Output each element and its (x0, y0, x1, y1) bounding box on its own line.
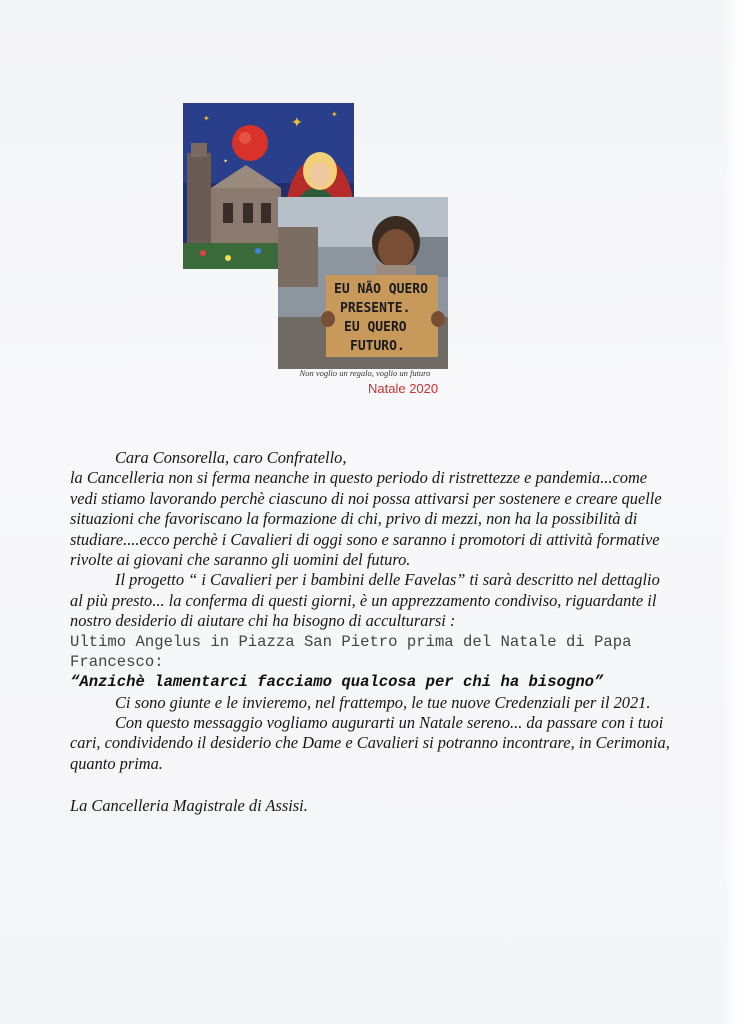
svg-text:✦: ✦ (203, 114, 210, 123)
paragraph-3: Ci sono giunte e le invieremo, nel frattempo, le tue nuove Credenziali per il 2021. (115, 692, 651, 712)
angelus-line: Ultimo Angelus in Piazza San Pietro prima del Natale di Papa Francesco: (70, 632, 632, 671)
svg-text:✦: ✦ (291, 115, 303, 131)
page-edge (722, 0, 744, 1024)
paragraph-4: Con questo messaggio vogliamo augurarti un Natale sereno... da passare con i tuoi cari, condividendo il desiderio che Dame e Cavalieri si potranno incontrare, in Cerimonia, quanto prima. (70, 713, 670, 773)
letter-body (70, 448, 670, 817)
svg-text:✦: ✦ (223, 158, 229, 165)
sign-line-1: EU NÃO QUERO (334, 282, 428, 297)
signature: La Cancelleria Magistrale di Assisi. (70, 796, 308, 816)
svg-text:✦: ✦ (331, 110, 338, 119)
sign-line-4: FUTURO. (350, 339, 405, 354)
child-with-sign-photo-icon (278, 197, 448, 369)
photo-caption: Non voglio un regalo, voglio un futuro (299, 368, 431, 378)
greeting: Cara Consorella, caro Confratello, (115, 448, 347, 467)
sign-line-3: EU QUERO (344, 320, 407, 335)
paragraph-2: Il progetto “ i Cavalieri per i bambini delle Favelas” ti sarà descritto nel dettaglio al più presto... la conferma di questi giorni, è un apprezzamento condiviso, riguardante il nostro desiderio di aiutare chi ha bisogno di acculturarsi : (70, 570, 660, 631)
natale-2020-label: Natale 2020 (368, 381, 439, 396)
paragraph-1: la Cancelleria non si ferma neanche in questo periodo di ristrettezze e pandemia...come vedi stiamo lavorando perchè ciascuno di noi possa attivarsi per sostenere e creare quelle situazioni che favoriscano la formazione di chi, privo di mezzi, non ha la possibilità di studiare....ecco perchè i Cavalieri di oggi sono e saranno i promotori di attività formative rivolte ai giovani che saranno gli uomini del futuro. (70, 468, 662, 570)
sign-line-2: PRESENTE. (340, 301, 411, 316)
pope-quote: “Anzichè lamentarci facciamo qualcosa per chi ha bisogno” (70, 672, 604, 691)
